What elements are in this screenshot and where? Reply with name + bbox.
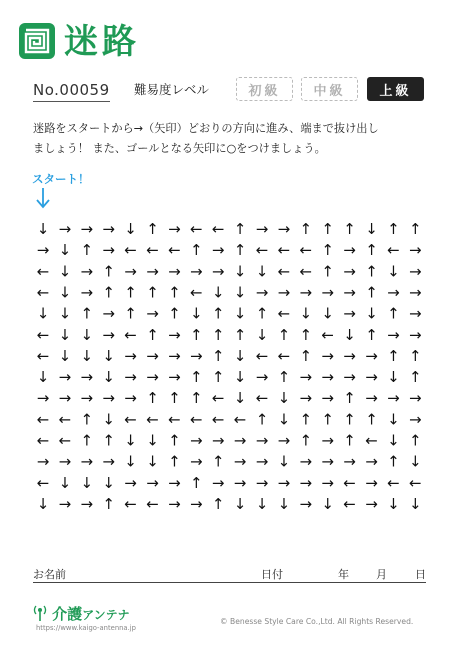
maze-cell-arrow: → — [233, 452, 247, 471]
maze-cell-arrow: ↑ — [124, 304, 137, 323]
maze-cell-arrow: ↑ — [190, 389, 203, 408]
maze-cell-arrow: ← — [277, 262, 291, 281]
level-advanced-badge: 上級 — [367, 77, 424, 101]
maze-cell-arrow: ↓ — [387, 262, 400, 281]
maze-cell-arrow: → — [124, 389, 137, 408]
maze-cell-arrow: ↓ — [124, 452, 137, 471]
maze-cell-arrow: ← — [124, 325, 137, 344]
maze-cell-arrow: → — [190, 494, 203, 513]
maze-cell-arrow: ↑ — [168, 431, 181, 450]
maze-cell-arrow: ← — [277, 346, 291, 365]
level-intermediate-badge: 中級 — [301, 77, 358, 101]
maze-cell-arrow: ← — [146, 241, 159, 260]
maze-cell-arrow: ↓ — [365, 220, 378, 238]
maze-cell-arrow: → — [343, 346, 356, 365]
maze-cell-arrow: → — [409, 325, 422, 344]
maze-cell-arrow: ↑ — [102, 283, 115, 302]
maze-cell-arrow: → — [321, 473, 334, 492]
maze-cell-arrow: → — [102, 325, 115, 344]
maze-cell-arrow: ← — [146, 410, 159, 429]
maze-cell-arrow: ↑ — [365, 262, 378, 281]
maze-cell-arrow: ↓ — [102, 346, 115, 365]
maze-cell-arrow: ↓ — [409, 494, 422, 513]
maze-cell-arrow: ↑ — [409, 368, 422, 386]
maze-cell-arrow: → — [211, 473, 225, 492]
brand-logo — [33, 603, 130, 626]
maze-cell-arrow: ↑ — [233, 241, 247, 260]
maze-cell-arrow: ↓ — [58, 304, 72, 323]
maze-cell-arrow: ↓ — [277, 494, 291, 513]
maze-cell-arrow: ↑ — [211, 304, 225, 323]
maze-cell-arrow: ↓ — [190, 304, 203, 323]
maze-cell-arrow: → — [387, 283, 400, 302]
difficulty-label: 難易度レベル — [134, 82, 210, 97]
maze-cell-arrow: ↓ — [124, 431, 137, 450]
maze-cell-arrow: ← — [190, 220, 203, 238]
maze-cell-arrow: ↓ — [36, 220, 50, 238]
maze-cell-arrow: ↑ — [299, 410, 313, 429]
maze-cell-arrow: ↓ — [80, 473, 94, 492]
maze-cell-arrow: ← — [255, 346, 269, 365]
maze-cell-arrow: ↓ — [58, 262, 72, 281]
maze-cell-arrow: → — [277, 220, 291, 238]
maze-cell-arrow: ← — [387, 473, 400, 492]
maze-cell-arrow: → — [233, 473, 247, 492]
maze-cell-arrow: → — [255, 283, 269, 302]
maze-cell-arrow: ↑ — [102, 262, 115, 281]
maze-cell-arrow: → — [299, 494, 313, 513]
maze-cell-arrow: → — [58, 368, 72, 386]
maze-cell-arrow: → — [36, 452, 50, 471]
maze-cell-arrow: → — [124, 346, 137, 365]
maze-cell-arrow: ↓ — [255, 325, 269, 344]
maze-cell-arrow: → — [255, 368, 269, 386]
maze-cell-arrow: ← — [255, 241, 269, 260]
maze-cell-arrow: → — [277, 283, 291, 302]
maze-cell-arrow: ↑ — [190, 473, 203, 492]
maze-cell-arrow: → — [365, 389, 378, 408]
maze-cell-arrow: ↓ — [36, 368, 50, 386]
maze-cell-arrow: → — [321, 368, 334, 386]
maze-cell-arrow: ↑ — [321, 241, 334, 260]
maze-cell-arrow: ↑ — [255, 410, 269, 429]
maze-cell-arrow: → — [58, 389, 72, 408]
maze-cell-arrow: → — [168, 494, 181, 513]
maze-cell-arrow: → — [365, 346, 378, 365]
maze-cell-arrow: ↑ — [299, 346, 313, 365]
maze-cell-arrow: ↓ — [102, 368, 115, 386]
date-label: 日付 — [261, 568, 283, 581]
maze-cell-arrow: ← — [277, 241, 291, 260]
maze-cell-arrow: → — [80, 389, 94, 408]
maze-cell-arrow: ↓ — [409, 452, 422, 471]
antenna-icon — [33, 604, 47, 626]
maze-cell-arrow: ← — [190, 283, 203, 302]
maze-cell-arrow: ↓ — [233, 262, 247, 281]
maze-cell-arrow: ↓ — [277, 452, 291, 471]
maze-cell-arrow: ↑ — [146, 325, 159, 344]
maze-cell-arrow: → — [146, 304, 159, 323]
maze-cell-arrow: ← — [211, 410, 225, 429]
maze-cell-arrow: → — [409, 283, 422, 302]
maze-cell-arrow: ↑ — [387, 346, 400, 365]
maze-cell-arrow: → — [80, 220, 94, 238]
maze-cell-arrow: ← — [36, 346, 50, 365]
maze-cell-arrow: ↑ — [277, 368, 291, 386]
maze-cell-arrow: ↓ — [58, 241, 72, 260]
maze-cell-arrow: ← — [36, 410, 50, 429]
maze-cell-arrow: ↑ — [146, 389, 159, 408]
maze-cell-arrow: → — [387, 389, 400, 408]
maze-cell-arrow: ↑ — [190, 325, 203, 344]
maze-cell-arrow: ↑ — [365, 410, 378, 429]
maze-cell-arrow: → — [343, 368, 356, 386]
maze-cell-arrow: → — [80, 262, 94, 281]
puzzle-number: No.00059 — [33, 80, 110, 102]
maze-cell-arrow: ← — [168, 410, 181, 429]
maze-cell-arrow: ↓ — [387, 494, 400, 513]
maze-cell-arrow: ↑ — [321, 410, 334, 429]
maze-cell-arrow: → — [343, 262, 356, 281]
maze-cell-arrow: → — [124, 368, 137, 386]
maze-cell-arrow: → — [146, 473, 159, 492]
maze-cell-arrow: ← — [255, 389, 269, 408]
page-title: 迷路 — [64, 22, 140, 62]
maze-cell-arrow: ← — [277, 304, 291, 323]
maze-cell-arrow: → — [255, 220, 269, 238]
maze-cell-arrow: ↓ — [233, 368, 247, 386]
maze-cell-arrow: → — [146, 346, 159, 365]
maze-cell-arrow: ↑ — [299, 431, 313, 450]
maze-cell-arrow: ↓ — [277, 389, 291, 408]
maze-cell-arrow: ← — [168, 241, 181, 260]
maze-cell-arrow: → — [299, 368, 313, 386]
maze-cell-arrow: → — [299, 283, 313, 302]
maze-cell-arrow: → — [321, 346, 334, 365]
maze-cell-arrow: ← — [124, 494, 137, 513]
maze-cell-arrow: → — [168, 473, 181, 492]
maze-cell-arrow: ↑ — [299, 220, 313, 238]
brand-name: 介護 — [52, 605, 83, 623]
brand-url: https://www.kaigo-antenna.jp — [36, 624, 136, 632]
maze-cell-arrow: ↑ — [409, 346, 422, 365]
maze-cell-arrow: ← — [211, 389, 225, 408]
maze-cell-arrow: ↑ — [211, 346, 225, 365]
maze-cell-arrow: ↓ — [255, 262, 269, 281]
maze-cell-arrow: ↑ — [146, 220, 159, 238]
month-label: 月 — [376, 568, 387, 581]
maze-cell-arrow: ↑ — [233, 220, 247, 238]
name-label: お名前 — [33, 568, 66, 581]
maze-cell-arrow: → — [168, 346, 181, 365]
maze-cell-arrow: ↓ — [58, 283, 72, 302]
maze-cell-arrow: → — [190, 346, 203, 365]
maze-cell-arrow: → — [321, 283, 334, 302]
maze-cell-arrow: → — [255, 452, 269, 471]
maze-cell-arrow: ↓ — [321, 494, 334, 513]
maze-cell-arrow: → — [277, 473, 291, 492]
maze-cell-arrow: → — [124, 262, 137, 281]
maze-cell-arrow: → — [321, 452, 334, 471]
copyright: © Benesse Style Care Co.,Ltd. All Rights Reserved. — [220, 617, 414, 626]
maze-cell-arrow: → — [58, 452, 72, 471]
maze-cell-arrow: ↑ — [255, 304, 269, 323]
name-date-underline — [33, 582, 426, 583]
maze-cell-arrow: ↑ — [299, 325, 313, 344]
maze-cell-arrow: ↓ — [233, 304, 247, 323]
maze-cell-arrow: → — [387, 325, 400, 344]
maze-cell-arrow: ← — [365, 431, 378, 450]
maze-cell-arrow: ↑ — [211, 368, 225, 386]
maze-cell-arrow: ↑ — [321, 220, 334, 238]
maze-cell-arrow: → — [102, 389, 115, 408]
day-label: 日 — [415, 568, 426, 581]
maze-cell-arrow: ↓ — [211, 283, 225, 302]
maze-cell-arrow: → — [102, 304, 115, 323]
maze-cell-arrow: → — [343, 452, 356, 471]
level-beginner-badge: 初級 — [236, 77, 293, 101]
maze-cell-arrow: ↓ — [387, 431, 400, 450]
maze-cell-arrow: ↓ — [321, 304, 334, 323]
maze-cell-arrow: ← — [36, 262, 50, 281]
maze-cell-arrow: ← — [58, 410, 72, 429]
maze-cell-arrow: ↓ — [343, 325, 356, 344]
maze-cell-arrow: ↑ — [211, 494, 225, 513]
maze-cell-arrow: ↑ — [321, 262, 334, 281]
maze-cell-arrow: ↓ — [80, 325, 94, 344]
maze-cell-arrow: → — [211, 431, 225, 450]
maze-cell-arrow: ← — [36, 473, 50, 492]
maze-cell-arrow: ↑ — [343, 410, 356, 429]
maze-cell-arrow: ← — [299, 241, 313, 260]
maze-cell-arrow: → — [409, 389, 422, 408]
maze-cell-arrow: → — [365, 452, 378, 471]
maze-cell-arrow: ↑ — [365, 241, 378, 260]
maze-cell-arrow: ↑ — [387, 220, 400, 238]
maze-cell-arrow: → — [146, 368, 159, 386]
maze-cell-arrow: → — [124, 473, 137, 492]
maze-cell-arrow: ← — [190, 410, 203, 429]
maze-cell-arrow: ↓ — [36, 304, 50, 323]
maze-cell-arrow: ↓ — [387, 410, 400, 429]
maze-cell-arrow: → — [255, 431, 269, 450]
maze-cell-arrow: → — [233, 431, 247, 450]
maze-cell-arrow: ↑ — [80, 304, 94, 323]
maze-cell-arrow: ↑ — [168, 452, 181, 471]
maze-cell-arrow: ↑ — [102, 431, 115, 450]
maze-cell-arrow: → — [168, 220, 181, 238]
maze-cell-arrow: → — [343, 241, 356, 260]
maze-cell-arrow: ↓ — [102, 473, 115, 492]
maze-cell-arrow: ↑ — [233, 325, 247, 344]
maze-cell-arrow: → — [409, 410, 422, 429]
maze-cell-arrow: → — [343, 283, 356, 302]
maze-cell-arrow: ↓ — [233, 494, 247, 513]
maze-cell-arrow: ← — [124, 241, 137, 260]
maze-cell-arrow: → — [146, 262, 159, 281]
maze-cell-arrow: → — [211, 241, 225, 260]
maze-cell-arrow: ↓ — [80, 346, 94, 365]
maze-cell-arrow: → — [365, 473, 378, 492]
maze-cell-arrow: ↑ — [190, 368, 203, 386]
maze-cell-arrow: ↑ — [80, 410, 94, 429]
maze-cell-arrow: → — [168, 368, 181, 386]
maze-cell-arrow: → — [365, 494, 378, 513]
maze-cell-arrow: ↑ — [168, 283, 181, 302]
maze-cell-arrow: ← — [36, 431, 50, 450]
maze-cell-arrow: ↑ — [343, 220, 356, 238]
maze-cell-arrow: ↑ — [277, 325, 291, 344]
maze-cell-arrow: ↓ — [365, 304, 378, 323]
maze-cell-arrow: ↓ — [233, 283, 247, 302]
maze-cell-arrow: → — [343, 304, 356, 323]
maze-cell-arrow: ← — [343, 494, 356, 513]
maze-cell-arrow: → — [36, 389, 50, 408]
maze-cell-arrow: ← — [409, 473, 422, 492]
maze-cell-arrow: → — [190, 452, 203, 471]
maze-cell-arrow: → — [36, 241, 50, 260]
maze-cell-arrow: ↓ — [58, 346, 72, 365]
start-label: スタート！ — [32, 172, 90, 186]
maze-cell-arrow: ↑ — [124, 283, 137, 302]
maze-cell-arrow: → — [321, 431, 334, 450]
maze-cell-arrow: ↓ — [233, 389, 247, 408]
brand-name-suffix: アンテナ — [82, 608, 130, 622]
maze-cell-arrow: ↓ — [58, 325, 72, 344]
maze-cell-arrow: ↓ — [277, 410, 291, 429]
maze-cell-arrow: → — [80, 452, 94, 471]
maze-cell-arrow: → — [80, 368, 94, 386]
maze-cell-arrow: ← — [36, 325, 50, 344]
maze-cell-arrow: → — [299, 389, 313, 408]
maze-cell-arrow: ↑ — [80, 241, 94, 260]
maze-cell-arrow: ↑ — [102, 494, 115, 513]
maze-cell-arrow: → — [168, 262, 181, 281]
maze-cell-arrow: → — [365, 368, 378, 386]
maze-cell-arrow: ← — [146, 494, 159, 513]
maze-cell-arrow: ↑ — [409, 431, 422, 450]
maze-cell-arrow: ↑ — [365, 325, 378, 344]
maze-cell-arrow: ↓ — [102, 410, 115, 429]
maze-cell-arrow: ↑ — [190, 241, 203, 260]
maze-cell-arrow: → — [409, 262, 422, 281]
maze-cell-arrow: ← — [58, 431, 72, 450]
maze-cell-arrow: ← — [387, 241, 400, 260]
maze-cell-arrow: ↑ — [146, 283, 159, 302]
maze-cell-arrow: → — [409, 304, 422, 323]
maze-cell-arrow: ← — [321, 325, 334, 344]
maze-cell-arrow: ↑ — [387, 452, 400, 471]
maze-cell-arrow: ↓ — [146, 431, 159, 450]
maze-cell-arrow: ↑ — [343, 389, 356, 408]
maze-cell-arrow: → — [211, 262, 225, 281]
maze-cell-arrow: ↓ — [36, 494, 50, 513]
maze-cell-arrow: → — [321, 389, 334, 408]
instructions-line-2: ましょう！ また、ゴールとなる矢印に○をつけましょう。 — [33, 142, 326, 155]
maze-cell-arrow: → — [190, 262, 203, 281]
maze-cell-arrow: ↓ — [124, 220, 137, 238]
maze-cell-arrow: ← — [343, 473, 356, 492]
maze-cell-arrow: → — [299, 452, 313, 471]
maze-cell-arrow: → — [58, 220, 72, 238]
maze-cell-arrow: → — [102, 220, 115, 238]
maze-cell-arrow: ↓ — [299, 304, 313, 323]
year-label: 年 — [338, 568, 349, 581]
maze-cell-arrow: ← — [211, 220, 225, 238]
instructions-line-1: 迷路をスタートから→（矢印）どおりの方向に進み、端まで抜け出し — [33, 122, 379, 135]
maze-cell-arrow: → — [168, 325, 181, 344]
maze-cell-arrow: ← — [299, 262, 313, 281]
maze-cell-arrow: ↑ — [409, 220, 422, 238]
maze-cell-arrow: ↑ — [211, 452, 225, 471]
maze-cell-arrow: ← — [233, 410, 247, 429]
maze-cell-arrow: → — [80, 494, 94, 513]
maze-cell-arrow: → — [102, 241, 115, 260]
maze-cell-arrow: ↑ — [387, 304, 400, 323]
maze-cell-arrow: → — [80, 283, 94, 302]
maze-cell-arrow: ↓ — [255, 494, 269, 513]
maze-cell-arrow: ↓ — [387, 368, 400, 386]
maze-cell-arrow: → — [190, 431, 203, 450]
maze-cell-arrow: → — [255, 473, 269, 492]
maze-cell-arrow: → — [277, 431, 291, 450]
maze-cell-arrow: ↓ — [233, 346, 247, 365]
maze-cell-arrow: ← — [36, 283, 50, 302]
maze-cell-arrow: ↑ — [168, 304, 181, 323]
maze-cell-arrow: ↓ — [146, 452, 159, 471]
maze-cell-arrow: ← — [124, 410, 137, 429]
maze-cell-arrow: → — [409, 241, 422, 260]
maze-cell-arrow: → — [299, 473, 313, 492]
maze-cell-arrow: ↑ — [80, 431, 94, 450]
maze-cell-arrow: → — [102, 452, 115, 471]
maze-cell-arrow: ↓ — [58, 473, 72, 492]
maze-cell-arrow: → — [58, 494, 72, 513]
maze-cell-arrow: ↑ — [211, 325, 225, 344]
maze-cell-arrow: ↑ — [343, 431, 356, 450]
maze-cell-arrow: ↑ — [168, 389, 181, 408]
maze-cell-arrow: ↑ — [365, 283, 378, 302]
